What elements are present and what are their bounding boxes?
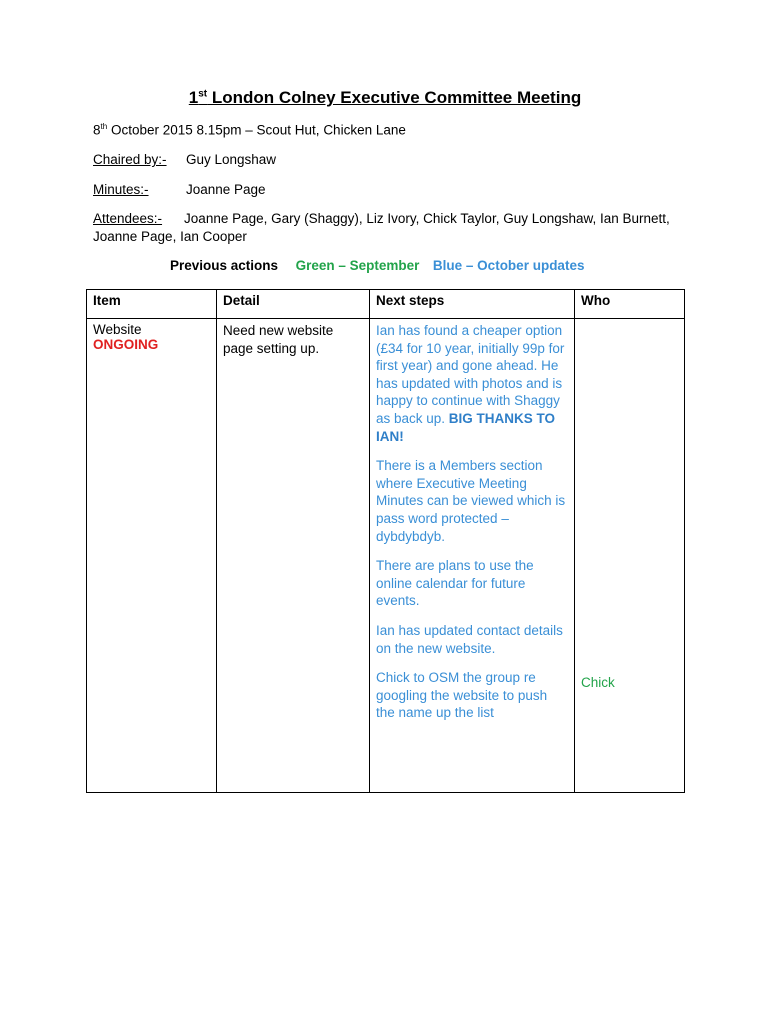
chaired-line: [93, 152, 393, 167]
cell-who: [575, 319, 685, 793]
step-item: [376, 622, 568, 657]
minutes-value: Joanne Page: [186, 182, 266, 197]
chaired-label: Chaired by:-: [93, 152, 167, 167]
attendees-value: Joanne Page, Gary (Shaggy), Liz Ivory, Chick Taylor, Guy Longshaw, Ian Burnett, Joanne Page, Ian Cooper: [93, 211, 670, 244]
step-item: [376, 322, 568, 445]
header-next-steps: Next steps: [370, 290, 575, 319]
attendees-label: Attendees:-: [93, 211, 163, 226]
step-text: There are plans to use the online calendar for future events.: [376, 558, 534, 609]
page-title: [0, 88, 770, 108]
chaired-value: Guy Longshaw: [186, 152, 277, 167]
header-detail: Detail: [217, 290, 370, 319]
step-text: Ian has found a cheaper option (£34 for 10 year, initially 99p for first year) and gone ahead. He has updated with photos and is happy to continue with Shaggy as back up.: [376, 323, 565, 426]
previous-actions-line: [170, 258, 584, 273]
step-text: There is a Members section where Executive Meeting Minutes can be viewed which is pass word protected – dybdybdyb.: [376, 458, 566, 544]
blue-legend-key: Blue – October updates: [432, 258, 585, 273]
cell-item: [87, 319, 217, 793]
title-ordinal: 1: [188, 88, 199, 107]
status-badge: ONGOING: [93, 337, 159, 352]
cell-detail: Need new website page setting up.: [217, 319, 370, 793]
previous-actions-label: Previous actions: [170, 258, 279, 273]
title-ordinal-suffix: st: [198, 88, 208, 100]
step-emphasis: BIG THANKS TO IAN!: [376, 410, 556, 444]
item-name: Website: [93, 322, 142, 337]
meeting-details: October 2015 8.15pm – Scout Hut, Chicken Lane: [107, 122, 406, 138]
minutes-label: Minutes:-: [93, 182, 149, 197]
step-item: [376, 669, 568, 722]
table-header-row: [87, 290, 685, 319]
meeting-day-suffix: th: [100, 122, 108, 131]
meeting-day: 8: [93, 122, 101, 138]
who-value: Chick: [581, 675, 615, 690]
attendees-line: [93, 210, 673, 246]
step-item: [376, 557, 568, 610]
minutes-line: [93, 182, 393, 197]
meeting-date-line: [93, 122, 406, 138]
actions-table: [86, 289, 685, 793]
title-text: London Colney Executive Committee Meeting: [207, 88, 582, 107]
green-legend-key: Green – September: [295, 258, 420, 273]
header-item: Item: [87, 290, 217, 319]
step-item: [376, 457, 568, 545]
step-text: Ian has updated contact details on the new website.: [376, 622, 563, 656]
step-text: Chick to OSM the group re googling the website to push the name up the list: [376, 670, 548, 721]
cell-next-steps: [370, 319, 575, 793]
header-who: Who: [575, 290, 685, 319]
table-row: [87, 319, 685, 793]
